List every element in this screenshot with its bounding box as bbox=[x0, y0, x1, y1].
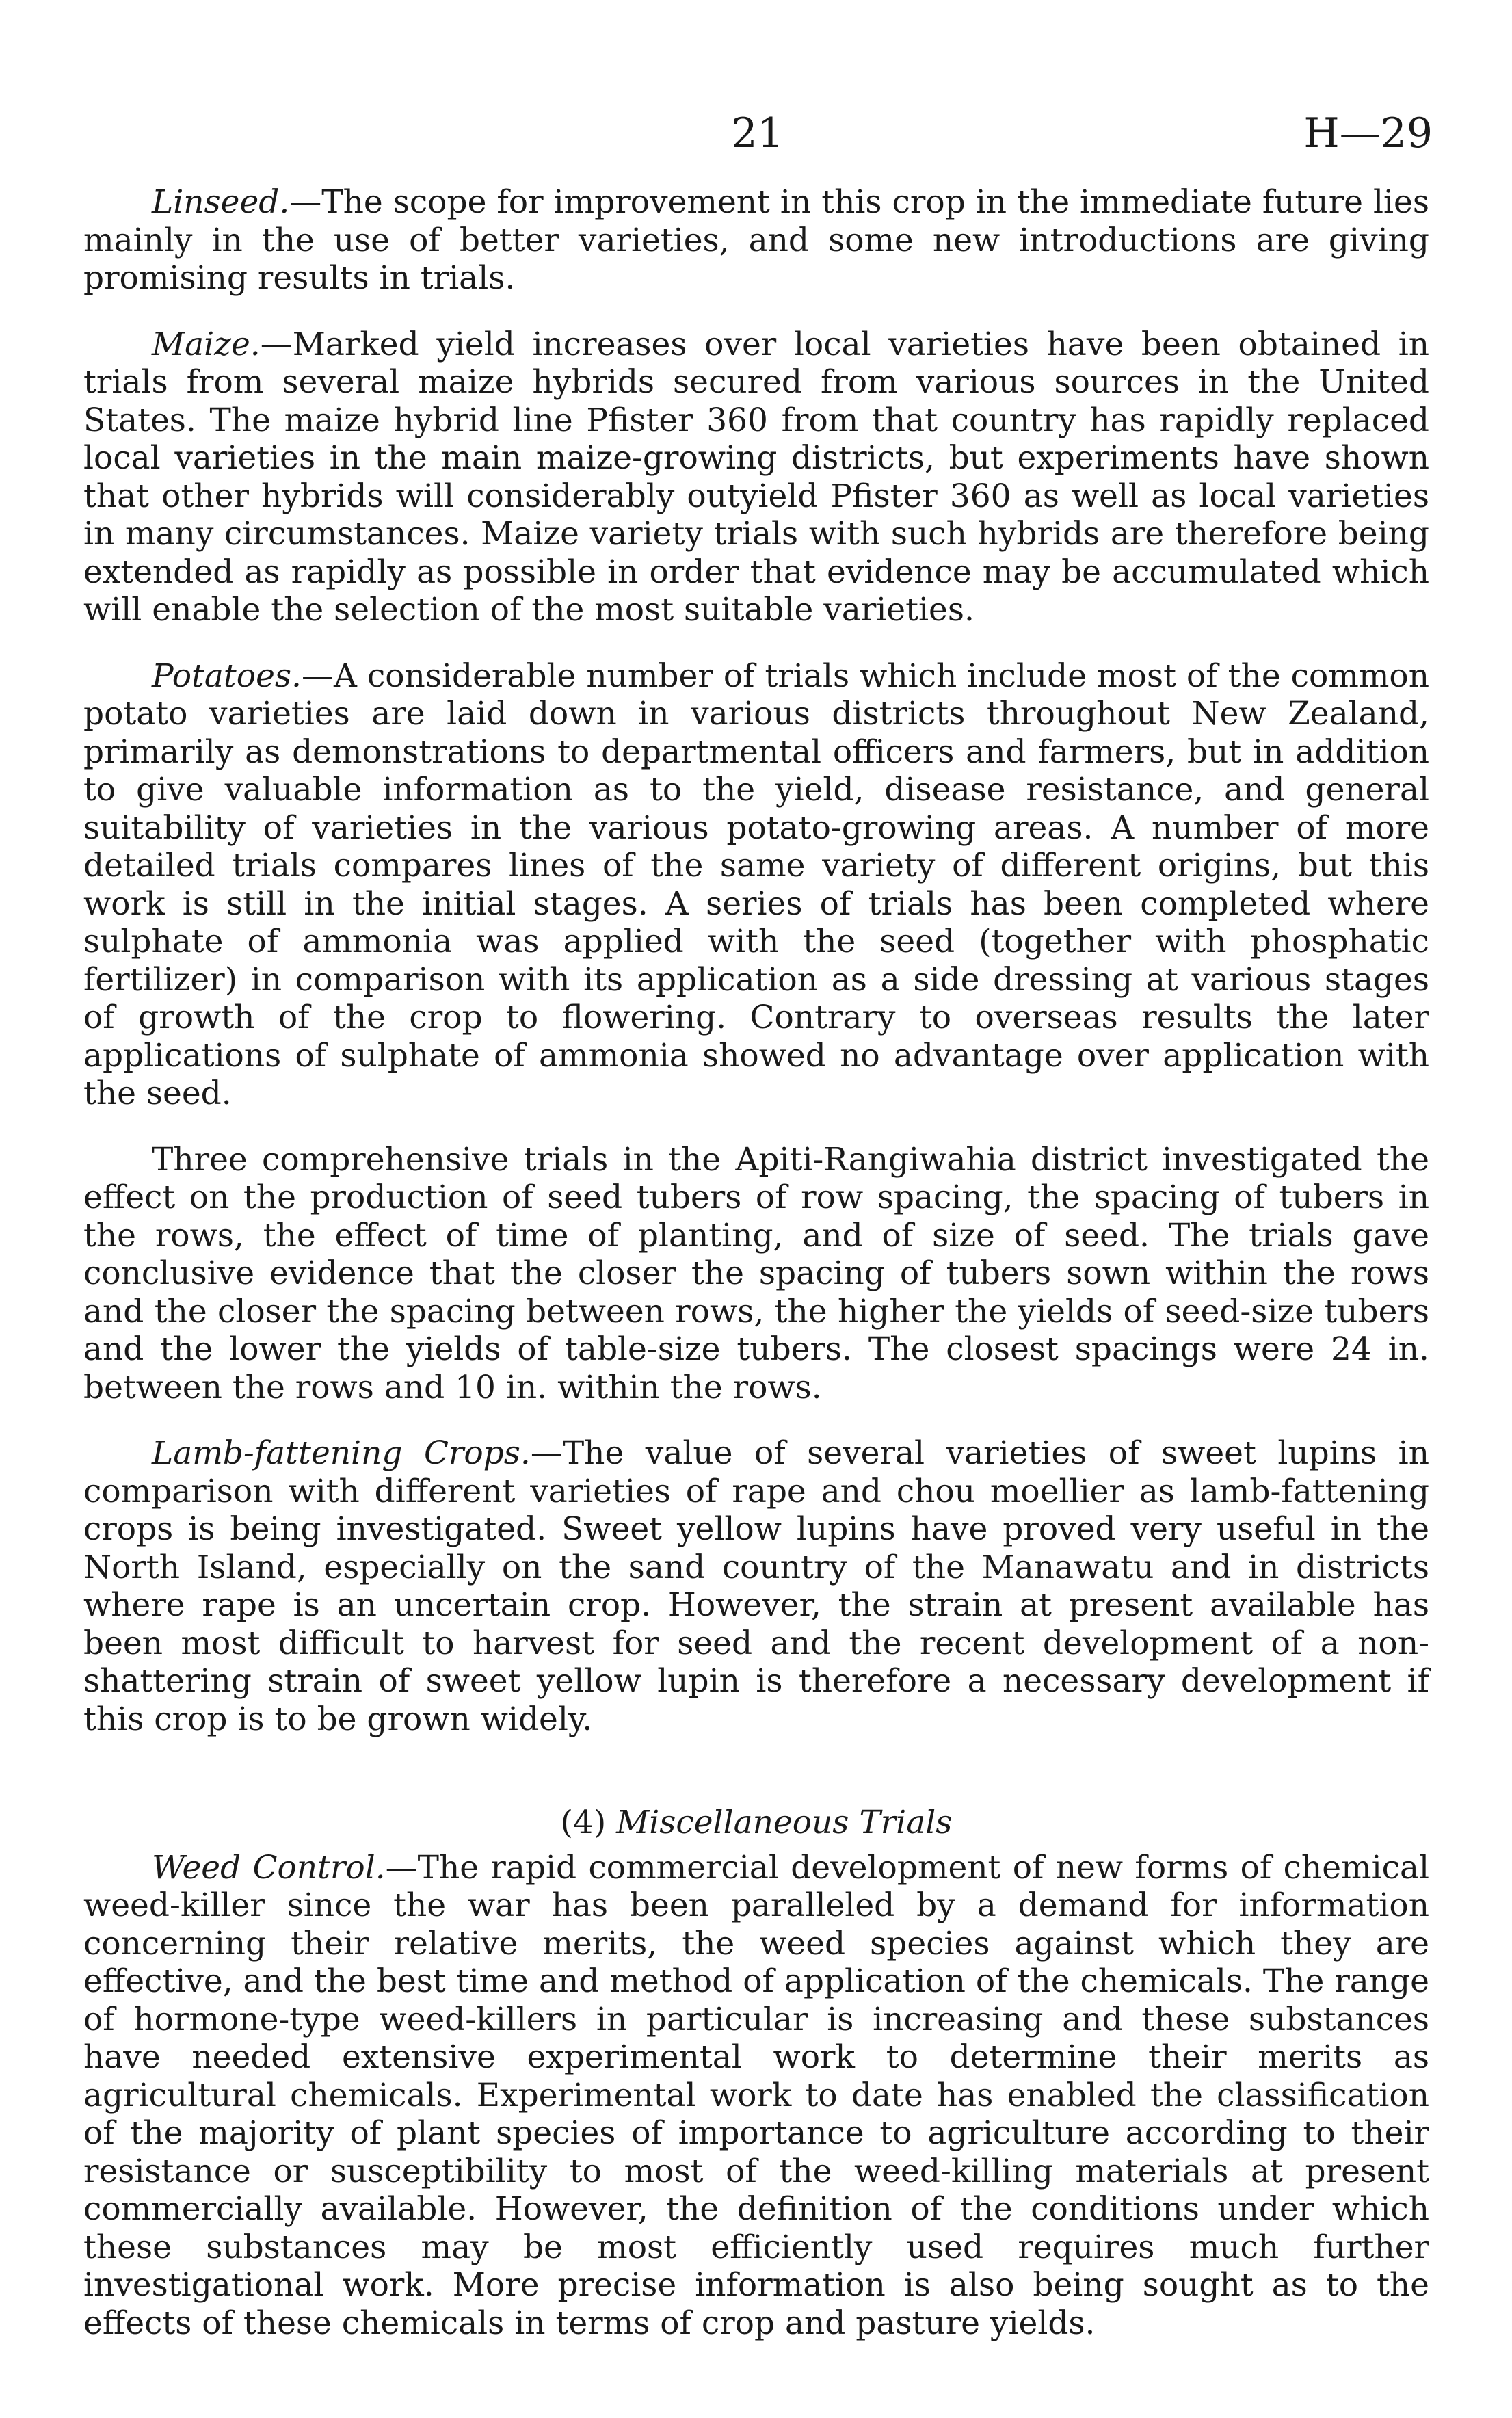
paragraph-text: Three comprehensive trials in the Apiti-Rangiwahia district investigated the effect on the production of seed tubers of row spacing, the spacing of tubers in the rows, the effect of time of planting, and of size of seed. The trials gave conclusive evidence that the closer the spacing of tubers sown within the rows and the closer the spacing between rows, the higher the yields of seed-size tubers and the lower the yields of table-size tubers. The closest spacings were 24 in. between the rows and 10 in. within the rows. bbox=[83, 1140, 1429, 1406]
paragraph-text: —Marked yield increases over local varieties have been obtained in trials from several maize hybrids secured from various sources in the United States. The maize hybrid line Pfister 360 from that country has rapidly replaced local varieties in the main maize-growing districts, but experiments have shown that other hybrids will considerably outyield Pfister 360 as well as local varieties in many circumstances. Maize variety trials with such hybrids are therefore being extended as rapidly as possible in order that evidence may be accumulated which will enable the selection of the most suitable varieties. bbox=[83, 325, 1429, 629]
paragraph-maize bbox=[83, 326, 1429, 629]
paragraph-weed-control bbox=[83, 1849, 1429, 2343]
document-reference: H—29 bbox=[1303, 109, 1433, 157]
paragraph-lead: Lamb-fattening Crops. bbox=[152, 1434, 531, 1472]
section-number: (4) bbox=[560, 1804, 607, 1841]
section-title: Miscellaneous Trials bbox=[616, 1804, 953, 1841]
paragraph-potato-spacing-trials bbox=[83, 1141, 1429, 1407]
paragraph-lead: Linseed. bbox=[152, 183, 290, 221]
paragraph-text: —A considerable number of trials which include most of the common potato varieties are laid down in various districts throughout New Zealand, primarily as demonstrations to departmental officers and farmers, but in addition to give valuable information as to the yield, disease resistance, and general suitability of varieties in the various potato-growing areas. A number of more detailed trials compares lines of the same variety of different origins, but this work is still in the initial stages. A series of trials has been completed where sulphate of ammonia was applied with the seed (together with phosphatic fertilizer) in comparison with its application as a side dressing at various stages of growth of the crop to flowering. Contrary to overseas results the later applications of sulphate of ammonia showed no advantage over application with the seed. bbox=[83, 657, 1429, 1112]
paragraph-linseed bbox=[83, 183, 1429, 298]
paragraph-lamb-fattening bbox=[83, 1434, 1429, 1738]
paragraph-text: —The scope for improvement in this crop in the immediate future lies mainly in the use of better varieties, and some new introductions are giving promising results in trials. bbox=[83, 183, 1429, 297]
paragraph-lead: Maize. bbox=[152, 325, 261, 363]
page-header bbox=[82, 103, 1433, 164]
page-number: 21 bbox=[731, 109, 784, 157]
paragraph-text: —The value of several varieties of sweet lupins in comparison with different varieties of rape and chou moellier as lamb-fattening crops is being investigated. Sweet yellow lupins have proved very useful in the North Island, especially on the sand country of the Manawatu and in districts where rape is an uncertain crop. However, the strain at present available has been most difficult to harvest for seed and the recent development of a non-shattering strain of sweet yellow lupin is therefore a necessary development if this crop is to be grown widely. bbox=[83, 1434, 1429, 1738]
paragraph-lead: Weed Control. bbox=[152, 1848, 386, 1887]
paragraph-text: —The rapid commercial development of new forms of chemical weed-killer since the war has been paralleled by a demand for information concerning their relative merits, the weed species against which they are effective, and the best time and method of application of the chemicals. The range of hormone-type weed-killers in particular is increasing and these substances have needed extensive experimental work to determine their merits as agricultural chemicals. Experimental work to date has enabled the classification of the majority of plant species of importance to agriculture according to their resistance or susceptibility to most of the weed-killing materials at present commercially available. However, the definition of the conditions under which these substances may be most efficiently used requires much further investigational work. More precise information is also being sought as to the effects of these chemicals in terms of crop and pasture yields. bbox=[83, 1848, 1429, 2342]
paragraph-lead: Potatoes. bbox=[152, 657, 302, 695]
paragraph-potatoes bbox=[83, 657, 1429, 1113]
section-heading bbox=[83, 1804, 1429, 1842]
body-text bbox=[83, 183, 1429, 2342]
